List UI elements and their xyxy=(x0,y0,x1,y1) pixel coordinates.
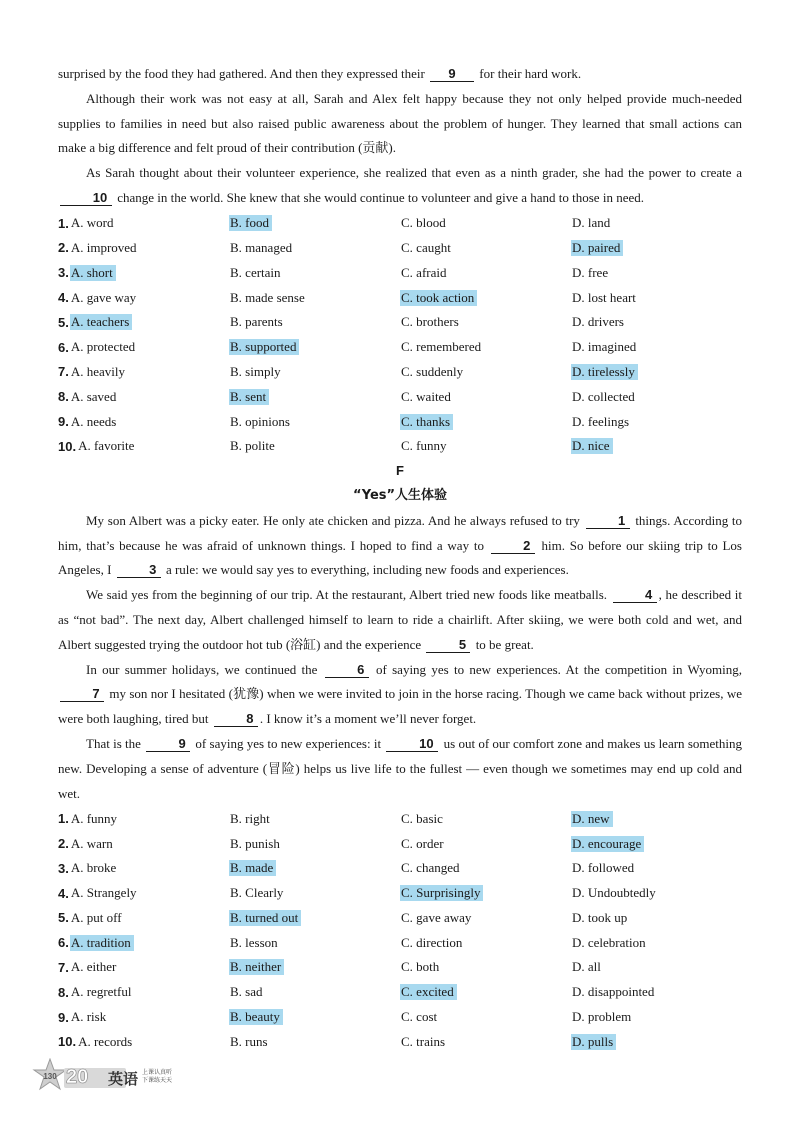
option-cell xyxy=(58,910,229,926)
option: D. problem xyxy=(572,1009,632,1025)
option: C. changed xyxy=(401,860,460,876)
option-cell xyxy=(400,811,571,827)
option-cell xyxy=(400,984,571,1000)
question-number: 7. xyxy=(58,959,69,975)
correct-option: A. tradition xyxy=(70,935,134,951)
question-number: 1. xyxy=(58,215,69,231)
option-cell xyxy=(400,910,571,926)
option-cell xyxy=(400,885,571,901)
correct-option: B. neither xyxy=(229,959,284,975)
option: A. protected xyxy=(70,339,136,355)
option-cell xyxy=(58,1009,229,1025)
blank-9: 9 xyxy=(146,737,190,752)
option: C. afraid xyxy=(401,264,447,280)
paragraph xyxy=(58,658,742,732)
option: A. risk xyxy=(70,1009,107,1025)
passage-text: surprised by the food they had gathered. And then they expressed their xyxy=(58,66,429,81)
question-row xyxy=(58,930,742,955)
correct-option: B. beauty xyxy=(229,1009,283,1025)
option: D. took up xyxy=(572,909,628,925)
option-cell xyxy=(571,314,742,330)
option-cell xyxy=(400,860,571,876)
question-row xyxy=(58,384,742,409)
question-number: 10. xyxy=(58,438,77,454)
option-cell xyxy=(229,1034,400,1050)
option-cell xyxy=(58,215,229,231)
correct-option: A. teachers xyxy=(70,314,132,330)
option-cell xyxy=(58,935,229,951)
option-cell xyxy=(229,959,400,975)
option: C. remembered xyxy=(401,339,482,355)
option-cell xyxy=(58,885,229,901)
option-cell xyxy=(571,1034,742,1050)
passage-text: of saying yes to new experiences: it xyxy=(192,735,385,751)
option-cell xyxy=(571,364,742,380)
option-cell xyxy=(58,290,229,306)
paragraph xyxy=(58,583,742,657)
option: B. opinions xyxy=(230,413,290,429)
option-cell xyxy=(571,1009,742,1025)
option: A. needs xyxy=(70,413,117,429)
option-cell xyxy=(400,265,571,281)
question-number: 6. xyxy=(58,339,69,355)
question-row xyxy=(58,980,742,1005)
option: B. runs xyxy=(230,1033,268,1049)
option: A. put off xyxy=(70,909,122,925)
question-number: 3. xyxy=(58,860,69,876)
option: A. records xyxy=(78,1033,133,1049)
option-cell xyxy=(58,414,229,430)
correct-option: B. sent xyxy=(229,389,269,405)
badge-number: 130 xyxy=(43,1072,57,1081)
correct-option: B. food xyxy=(229,215,272,231)
option-cell xyxy=(229,860,400,876)
question-row xyxy=(58,260,742,285)
passage-text: for their hard work. xyxy=(476,66,582,81)
option-cell xyxy=(571,910,742,926)
paragraph xyxy=(58,732,742,806)
question-row xyxy=(58,955,742,980)
question-row xyxy=(58,1029,742,1054)
paragraph xyxy=(58,87,742,161)
options-e xyxy=(58,211,742,459)
option-cell xyxy=(400,1009,571,1025)
option: D. imagined xyxy=(572,339,637,355)
option: D. celebration xyxy=(572,934,646,950)
question-number: 7. xyxy=(58,364,69,380)
option: C. waited xyxy=(401,388,451,404)
option: B. right xyxy=(230,810,270,826)
option: C. funny xyxy=(401,438,447,454)
option-cell xyxy=(571,240,742,256)
option-cell xyxy=(400,1034,571,1050)
option-cell xyxy=(229,364,400,380)
option-cell xyxy=(400,290,571,306)
option: B. polite xyxy=(230,438,275,454)
option-cell xyxy=(571,836,742,852)
option: A. warn xyxy=(70,835,113,851)
correct-option: D. pulls xyxy=(571,1034,616,1050)
blank-3: 3 xyxy=(117,563,161,578)
option-cell xyxy=(229,215,400,231)
option: A. regretful xyxy=(70,984,132,1000)
option-cell xyxy=(229,910,400,926)
option-cell xyxy=(58,240,229,256)
correct-option: B. made xyxy=(229,860,276,876)
option: D. feelings xyxy=(572,413,630,429)
passage-text: As Sarah thought about their volunteer experience, she realized that even as a ninth grader, she had the power to create a xyxy=(86,165,742,181)
option-cell xyxy=(400,339,571,355)
correct-option: B. supported xyxy=(229,339,299,355)
question-number: 5. xyxy=(58,910,69,926)
question-row xyxy=(58,211,742,236)
paragraph xyxy=(58,161,742,211)
option: B. made sense xyxy=(230,289,305,305)
question-row xyxy=(58,1005,742,1030)
option-cell xyxy=(229,265,400,281)
passage-text: a rule: we would say yes to everything, including new foods and experiences. xyxy=(162,562,569,578)
correct-option: D. tirelessly xyxy=(571,364,638,380)
passage-text: That is the xyxy=(86,735,145,751)
option-cell xyxy=(229,240,400,256)
option-cell xyxy=(58,860,229,876)
question-row xyxy=(58,335,742,360)
option: C. order xyxy=(401,835,444,851)
blank-5: 5 xyxy=(426,638,470,653)
passage-text: My son Albert was a picky eater. He only ate chicken and pizza. And he always refused to try xyxy=(86,512,584,528)
option: D. collected xyxy=(572,388,635,404)
option-cell xyxy=(229,935,400,951)
option: C. brothers xyxy=(401,314,459,330)
passage-text: change in the world. She knew that she would continue to volunteer and give a hand to those in need. xyxy=(114,189,644,205)
option-cell xyxy=(571,339,742,355)
option-cell xyxy=(58,1034,229,1050)
section-title: “Yes”人生体验 xyxy=(352,487,448,503)
option: D. land xyxy=(572,215,611,231)
option: A. saved xyxy=(70,388,117,404)
option: A. either xyxy=(70,959,117,975)
option-cell xyxy=(400,389,571,405)
option: A. improved xyxy=(70,239,137,255)
option: B. lesson xyxy=(230,934,278,950)
passage-text: to be great. xyxy=(472,636,534,652)
correct-option: B. turned out xyxy=(229,910,301,926)
blank-6: 6 xyxy=(325,663,369,678)
option-cell xyxy=(571,265,742,281)
question-number: 2. xyxy=(58,836,69,851)
question-number: 3. xyxy=(58,265,69,281)
correct-option: A. short xyxy=(70,265,116,281)
option: C. trains xyxy=(401,1033,446,1049)
option-cell xyxy=(400,240,571,256)
blank-10: 10 xyxy=(60,191,112,206)
option-cell xyxy=(229,984,400,1000)
question-number: 1. xyxy=(58,811,69,827)
passage-text: We said yes from the beginning of our trip. At the restaurant, Albert tried new foods like meatballs. xyxy=(86,587,611,603)
question-number: 8. xyxy=(58,984,69,1000)
question-row xyxy=(58,236,742,261)
option-cell xyxy=(400,438,571,454)
option: C. cost xyxy=(401,1009,438,1025)
option: A. Strangely xyxy=(70,885,137,901)
option: B. simply xyxy=(230,363,281,379)
option-cell xyxy=(571,935,742,951)
option-cell xyxy=(58,959,229,975)
blank-10: 10 xyxy=(386,737,438,752)
section-letter: F xyxy=(396,462,404,478)
option: C. gave away xyxy=(401,909,472,925)
option: A. funny xyxy=(70,810,118,826)
option-cell xyxy=(58,364,229,380)
correct-option: D. new xyxy=(571,811,613,827)
passage-text: . I know it’s a moment we’ll never forget. xyxy=(259,711,477,727)
option: A. word xyxy=(70,215,114,231)
option: C. basic xyxy=(401,810,443,826)
option: A. broke xyxy=(70,860,117,876)
option: D. Undoubtedly xyxy=(572,885,656,901)
option-cell xyxy=(400,414,571,430)
correct-option: C. Surprisingly xyxy=(400,885,483,901)
option-cell xyxy=(58,438,229,454)
question-row xyxy=(58,360,742,385)
option-cell xyxy=(400,935,571,951)
option-cell xyxy=(400,215,571,231)
option-cell xyxy=(571,860,742,876)
correct-option: D. paired xyxy=(571,240,623,256)
option-cell xyxy=(229,885,400,901)
question-row xyxy=(58,906,742,931)
option-cell xyxy=(58,811,229,827)
slogan-line: 下课练天天 xyxy=(142,1077,173,1084)
option-cell xyxy=(571,811,742,827)
option: B. parents xyxy=(230,314,283,330)
passage-text: of saying yes to new experiences. At the competition in Wyoming, xyxy=(370,661,742,677)
question-row xyxy=(58,310,742,335)
options-f xyxy=(58,806,742,1054)
passage-text: In our summer holidays, we continued the xyxy=(86,661,323,677)
option-cell xyxy=(229,314,400,330)
passage-text: my son nor I hesitated (犹豫) when we were invited to join in the horse racing. Though we came back without prizes, we were both laughing, tired but xyxy=(58,686,742,727)
correct-option: C. excited xyxy=(400,984,457,1000)
slogan xyxy=(142,1069,172,1085)
option-cell xyxy=(229,389,400,405)
blank-8: 8 xyxy=(214,712,258,727)
question-row xyxy=(58,856,742,881)
option-cell xyxy=(400,314,571,330)
blank-9: 9 xyxy=(430,67,474,82)
paragraph xyxy=(58,62,742,87)
option-cell xyxy=(229,339,400,355)
passage-text: us out of our comfort zone and makes us learn something new. Developing a sense of adventure (冒险) helps us live life to the fullest — even though we sometimes may end up cold and wet. xyxy=(58,735,742,801)
star-badge-icon xyxy=(32,1058,68,1094)
option: D. all xyxy=(572,959,601,975)
option-cell xyxy=(229,811,400,827)
option: D. free xyxy=(572,264,609,280)
option-cell xyxy=(400,959,571,975)
question-row xyxy=(58,285,742,310)
option-cell xyxy=(571,389,742,405)
option: B. certain xyxy=(230,264,281,280)
option-cell xyxy=(58,339,229,355)
option-cell xyxy=(58,389,229,405)
option-cell xyxy=(58,265,229,281)
option: B. sad xyxy=(230,984,263,1000)
passage-text: him. So before our skiing trip to Los Angeles, I xyxy=(58,537,742,578)
option-cell xyxy=(58,314,229,330)
option-cell xyxy=(571,215,742,231)
passage-f xyxy=(58,509,742,807)
option-cell xyxy=(571,290,742,306)
paragraph xyxy=(58,509,742,583)
correct-option: C. took action xyxy=(400,290,477,306)
question-row xyxy=(58,881,742,906)
option: A. favorite xyxy=(78,438,135,454)
option-cell xyxy=(571,959,742,975)
question-number: 4. xyxy=(58,885,69,901)
question-row xyxy=(58,831,742,856)
option: C. caught xyxy=(401,239,451,255)
worksheet-page xyxy=(58,62,742,1054)
option-cell xyxy=(58,836,229,852)
option-cell xyxy=(571,984,742,1000)
option-cell xyxy=(571,414,742,430)
question-row xyxy=(58,806,742,831)
option: B. managed xyxy=(230,239,293,255)
question-row xyxy=(58,409,742,434)
option-cell xyxy=(58,984,229,1000)
option-cell xyxy=(229,414,400,430)
question-number: 8. xyxy=(58,389,69,405)
option: C. direction xyxy=(401,934,463,950)
option-cell xyxy=(400,836,571,852)
question-number: 6. xyxy=(58,935,69,951)
question-number: 9. xyxy=(58,414,69,430)
blank-2: 2 xyxy=(491,539,535,554)
page-number: 20 xyxy=(66,1066,89,1088)
option-cell xyxy=(229,1009,400,1025)
option: D. disappointed xyxy=(572,984,655,1000)
question-number: 9. xyxy=(58,1009,69,1025)
option-cell xyxy=(400,364,571,380)
question-number: 5. xyxy=(58,314,69,330)
option: C. both xyxy=(401,959,440,975)
subject-label: 英语 xyxy=(108,1070,139,1088)
option: D. followed xyxy=(572,860,635,876)
option: D. drivers xyxy=(572,314,624,330)
option-cell xyxy=(229,290,400,306)
correct-option: C. thanks xyxy=(400,414,453,430)
option: B. punish xyxy=(230,835,280,851)
option: A. heavily xyxy=(70,363,125,379)
option: C. suddenly xyxy=(401,363,464,379)
option: A. gave way xyxy=(70,289,137,305)
passage-text: things. According to him, that’s because he was afraid of unknown things. I hoped to find a way to xyxy=(58,512,743,553)
blank-7: 7 xyxy=(60,687,104,702)
question-number: 10. xyxy=(58,1034,77,1050)
question-number: 2. xyxy=(58,240,69,256)
slogan-line: 上课认真听 xyxy=(142,1069,173,1076)
blank-1: 1 xyxy=(586,514,630,529)
option: C. blood xyxy=(401,215,446,231)
passage-text: Although their work was not easy at all, Sarah and Alex felt happy because they not only helped provide much-needed supplies to families in need but also raised public awareness about the problem of hunger. They learned that small actions can make a big difference and felt proud of their contribution (贡献). xyxy=(58,90,742,156)
option-cell xyxy=(571,438,742,454)
passage-text: , he described it as “not bad”. The next day, Albert challenged himself to learn to ride a chairlift. After skiing, we were both cold and wet, and Albert suggested trying the outdoor hot tub (浴缸) and the experience xyxy=(58,587,742,652)
option: B. Clearly xyxy=(230,885,284,901)
blank-4: 4 xyxy=(613,588,657,603)
option: D. lost heart xyxy=(572,289,636,305)
option-cell xyxy=(229,438,400,454)
question-row xyxy=(58,434,742,459)
option-cell xyxy=(229,836,400,852)
passage-e xyxy=(58,62,742,211)
correct-option: D. nice xyxy=(571,438,613,454)
page-footer xyxy=(30,1058,210,1094)
option-cell xyxy=(571,885,742,901)
correct-option: D. encourage xyxy=(571,836,644,852)
question-number: 4. xyxy=(58,290,69,306)
